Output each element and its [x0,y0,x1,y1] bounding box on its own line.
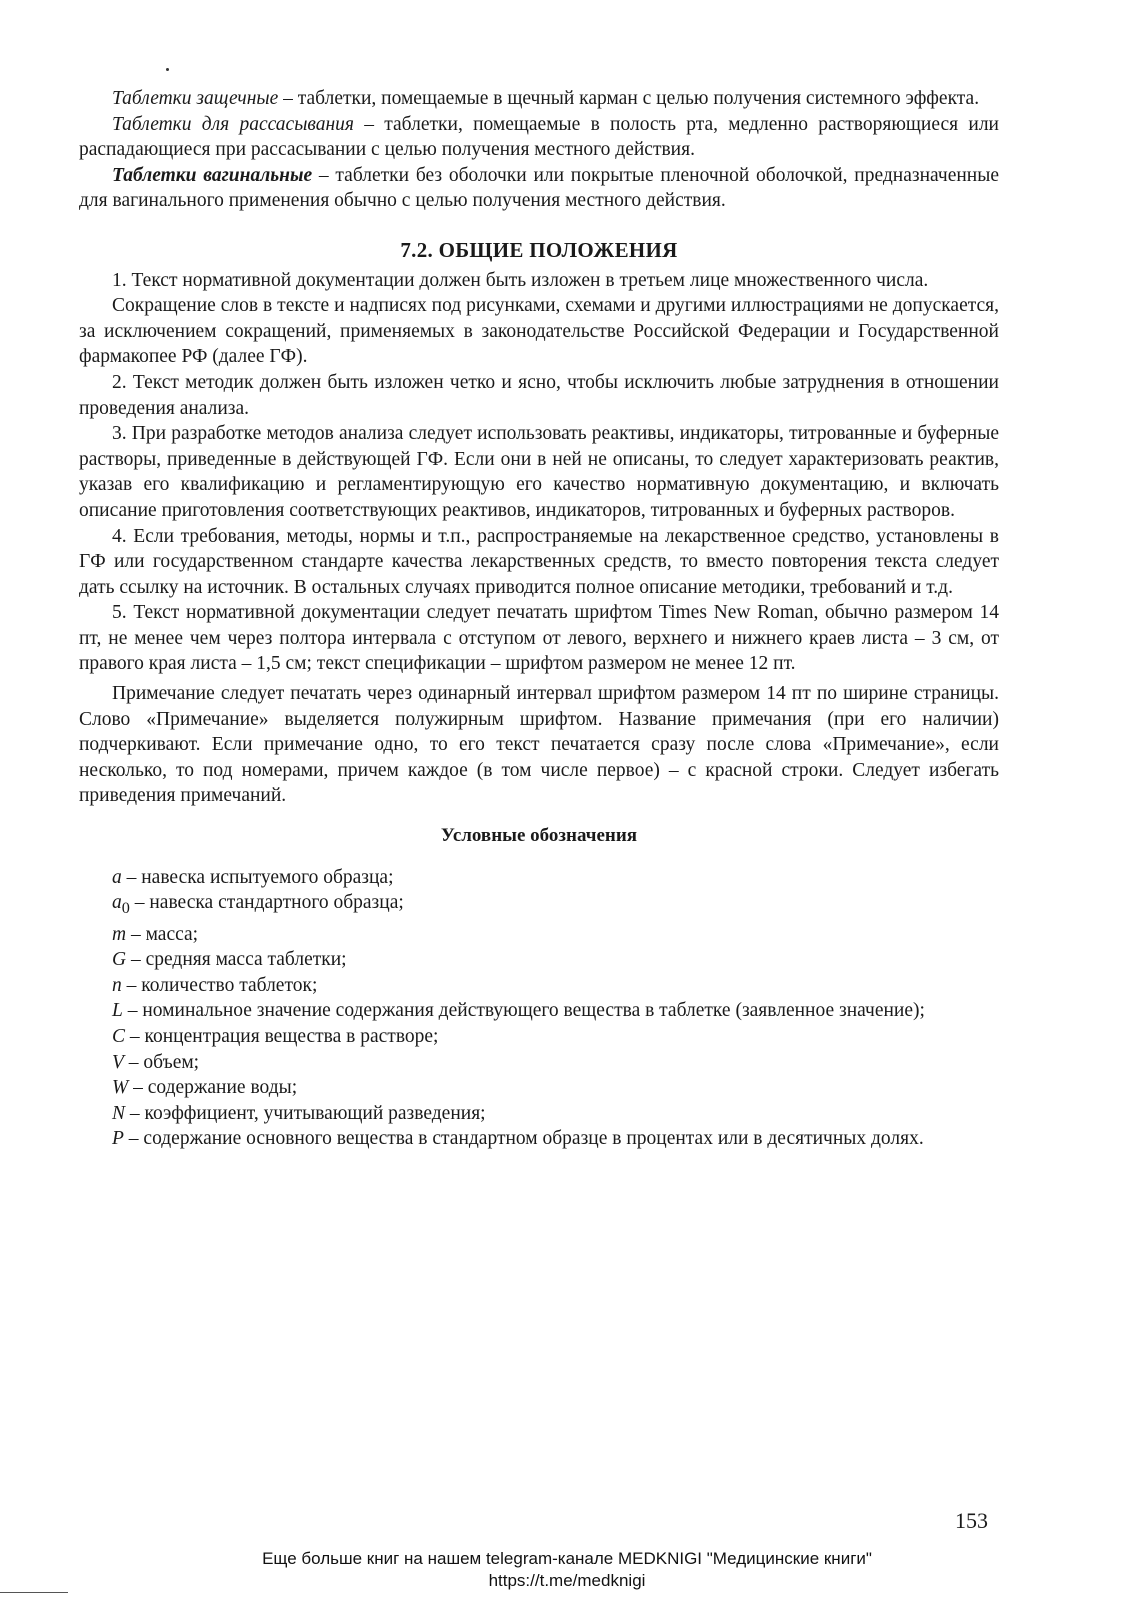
body-paragraph: 3. При разработке методов анализа следует использовать реактивы, индикаторы, титрованные и буферные растворы, приведенные в действующей ГФ. Если они в ней не описаны, то следует характеризовать реактив, указав его квалификацию и регламентирующую его качество нормативную документацию, и включать описание приготовления соответствующих реактивов, индикаторов, титрованных и буферных растворов. [79,423,999,521]
intro-term: Таблетки защечные [112,88,279,109]
legend-list [79,865,999,1152]
legend-symbol: N [112,1102,126,1124]
intro-text: – таблетки без оболочки или покрытые пленочной оболочкой, предназначенные для вагинального применения обычно с целью получения местного действия. [79,164,999,212]
legend-symbol: P [112,1128,124,1150]
legend-symbol: n [112,974,122,996]
legend-text: – содержание основного вещества в стандартном образце в процентах или в десятичных долях. [123,1128,924,1150]
intro-term: Таблетки вагинальные [112,164,313,186]
legend-text: – объем; [123,1051,200,1073]
intro-paragraph [79,112,999,163]
intro-text: – таблетки, помещаемые в полость рта, медленно растворяющиеся или распадающиеся при рассасывании с целью получения местного действия. [79,113,999,161]
legend-item [79,1101,999,1127]
legend-text: – содержание воды; [128,1077,298,1099]
legend-item [79,865,999,891]
legend-text: – номинальное значение содержания действующего вещества в таблетке (заявленное значение); [122,1000,925,1022]
legend-text: – количество таблеток; [121,974,318,996]
page-body [79,86,999,1152]
body-paragraph: 2. Текст методик должен быть изложен четко и ясно, чтобы исключить любые затруднения в отношении проведения анализа. [79,371,999,419]
legend-item [79,973,999,999]
legend-item [79,1024,999,1050]
scan-edge-line [0,1592,68,1593]
legend-symbol: G [112,949,127,971]
section-title: 7.2. ОБЩИЕ ПОЛОЖЕНИЯ [400,237,678,262]
legend-title: Условные обозначения [440,825,638,847]
intro-text: – таблетки, помещаемые в щечный карман с целью получения системного эффекта. [278,88,980,109]
legend-text: – масса; [126,923,199,945]
body-paragraph: 4. Если требования, методы, нормы и т.п., распространяемые на лекарственное средство, установлены в ГФ или государственном стандарте качества лекарственных средств, то вместо повторения текста следует дать ссылку на источник. В остальных случаях приводится полное описание методики, требований и т.д. [79,525,999,598]
legend-symbol: L [112,1000,123,1022]
legend-text: – концентрация вещества в растворе; [125,1026,439,1048]
note-paragraph: Примечание следует печатать через одинарный интервал шрифтом размером 14 пт по ширине страницы. Слово «Примечание» выделяется полужирным шрифтом. Название примечания (при его наличии) подчеркивают. Если примечание одно, то его текст печатается сразу после слова «Примечание», если несколько, то под номерами, причем каждое (в том числе первое) – с красной строки. Следует избегать приведения примечаний. [79,683,999,807]
legend-item [79,1126,999,1152]
legend-text: – навеска испытуемого образца; [121,866,394,888]
intro-term: Таблетки для рассасывания [112,113,354,135]
legend-item [79,998,999,1024]
legend-symbol: m [112,923,127,945]
legend-symbol: V [112,1051,124,1073]
footer-line: Еще больше книг на нашем telegram-канале MEDKNIGI "Медицинские книги" [262,1549,872,1568]
legend-symbol: a [112,892,122,914]
body-paragraph: 5. Текст нормативной документации следует печатать шрифтом Times New Roman, обычно размером 14 пт, не менее чем через полтора интервала с отступом от левого, верхнего и нижнего краев листа – 3 см, от правого края листа – 1,5 см; текст спецификации – шрифтом размером не менее 12 пт. [79,602,999,675]
legend-symbol: a [112,866,122,888]
page-number: 153 [955,1508,988,1533]
legend-item [79,922,999,948]
legend-item [79,890,999,921]
body-paragraph: 1. Текст нормативной документации должен быть изложен в третьем лице множественного числа. [112,269,929,291]
body-paragraph: Сокращение слов в тексте и надписях под рисунками, схемами и другими иллюстрациями не допускается, за исключением сокращений, применяемых в законодательстве Российской Федерации и Государственной фармакопее РФ (далее ГФ). [79,295,999,368]
footer-banner [0,1548,1134,1592]
legend-subscript: 0 [121,899,130,918]
legend-text: – средняя масса таблетки; [126,949,347,971]
intro-paragraph [79,163,999,214]
legend-item [79,1075,999,1101]
intro-paragraph [79,86,999,112]
legend-symbol: C [112,1026,126,1048]
scan-speck [166,68,169,71]
legend-item [79,1050,999,1076]
legend-symbol: W [112,1077,129,1099]
legend-text: – коэффициент, учитывающий разведения; [125,1102,486,1124]
legend-text: – навеска стандартного образца; [129,892,404,914]
footer-link[interactable]: https://t.me/medknigi [488,1571,646,1590]
legend-item [79,947,999,973]
